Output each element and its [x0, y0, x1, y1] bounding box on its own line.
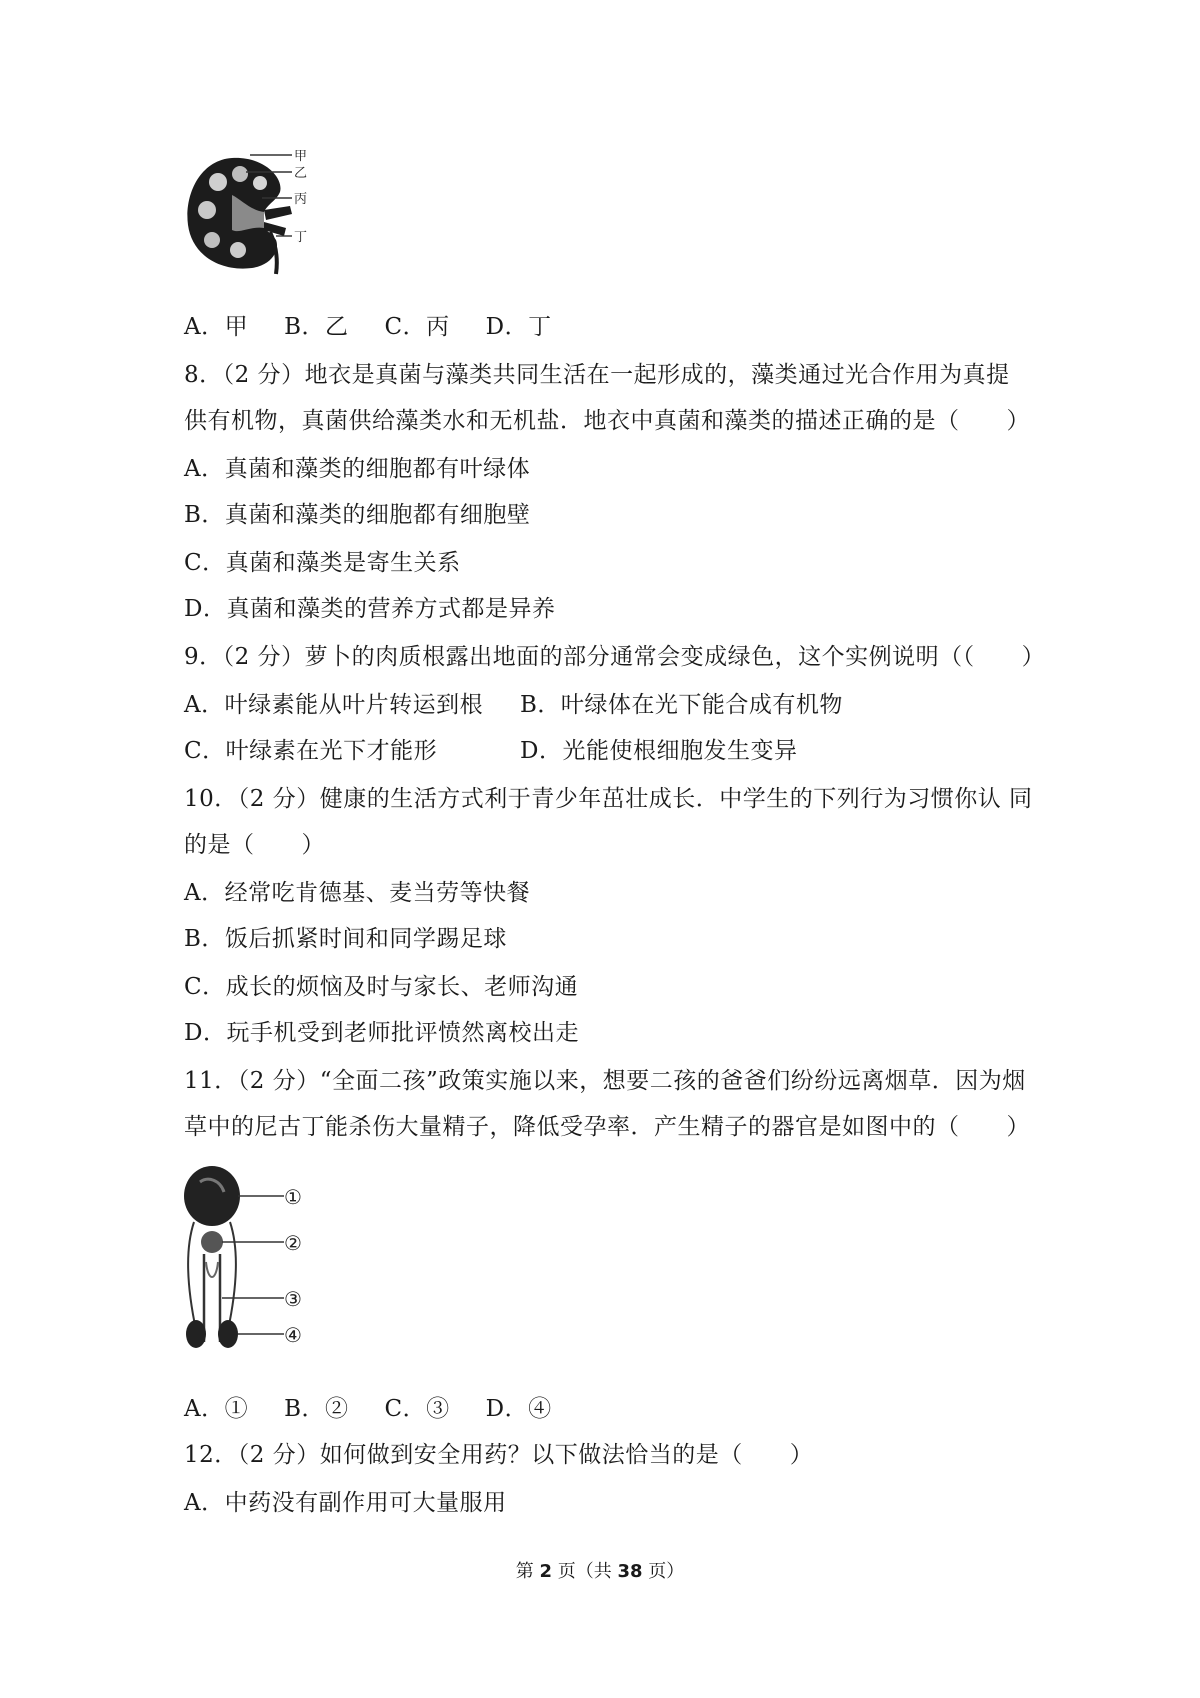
q11-option-c[interactable]: C．③: [384, 1396, 450, 1422]
q9-options-row2: [184, 736, 797, 766]
kidney-label-jia: 甲: [294, 150, 308, 164]
figure-label-1: ①: [284, 1185, 302, 1209]
q10-option-c[interactable]: C．成长的烦恼及时与家长、老师沟通: [184, 974, 579, 1000]
q9-option-d[interactable]: D．光能使根细胞发生变异: [520, 738, 798, 764]
q8-stem-line1: 8．（2 分）地衣是真菌与藻类共同生活在一起形成的，藻类通过光合作用为真提: [184, 362, 1010, 388]
figure-label-3: ③: [284, 1287, 302, 1311]
kidney-label-ding: 丁: [294, 230, 308, 245]
q7-option-a[interactable]: A．甲: [184, 314, 249, 340]
kidney-label-bing: 丙: [294, 192, 308, 207]
q10-stem-line2: 的是（ ）: [184, 832, 325, 858]
q12-option-a[interactable]: A．中药没有副作用可大量服用: [184, 1490, 507, 1516]
q10-option-b[interactable]: B．饭后抓紧时间和同学踢足球: [184, 926, 507, 952]
kidney-diagram: [180, 150, 340, 275]
footer-prefix: 第: [515, 1561, 534, 1582]
footer-suffix: 页）: [648, 1561, 685, 1582]
footer-page-number: 2: [539, 1561, 552, 1582]
q8-option-a[interactable]: A．真菌和藻类的细胞都有叶绿体: [184, 456, 531, 482]
page-footer: [0, 1560, 1200, 1584]
q10-option-a[interactable]: A．经常吃肯德基、麦当劳等快餐: [184, 880, 531, 906]
q9-option-a[interactable]: A．叶绿素能从叶片转运到根: [184, 692, 484, 718]
q9-stem: 9．（2 分）萝卜的肉质根露出地面的部分通常会变成绿色，这个实例说明（（ ）: [184, 644, 1046, 670]
q11-option-a[interactable]: A．①: [184, 1396, 249, 1422]
q10-option-d[interactable]: D．玩手机受到老师批评愤然离校出走: [184, 1020, 579, 1046]
q7-option-d[interactable]: D．丁: [485, 314, 552, 340]
q11-stem-line2: 草中的尼古丁能杀伤大量精子，降低受孕率．产生精子的器官是如图中的（ ）: [184, 1114, 1030, 1140]
q8-option-b[interactable]: B．真菌和藻类的细胞都有细胞壁: [184, 502, 531, 528]
q9-option-b[interactable]: B．叶绿体在光下能合成有机物: [520, 692, 843, 718]
q7-option-c[interactable]: C．丙: [384, 314, 450, 340]
reproductive-system-diagram: [180, 1162, 320, 1362]
q8-option-c[interactable]: C．真菌和藻类是寄生关系: [184, 550, 461, 576]
footer-middle: 页（共: [557, 1561, 612, 1582]
q9-option-c[interactable]: C．叶绿素在光下才能形: [184, 738, 438, 764]
q8-option-d[interactable]: D．真菌和藻类的营养方式都是异养: [184, 596, 556, 622]
figure-label-4: ④: [284, 1323, 302, 1347]
figure-label-2: ②: [284, 1231, 302, 1255]
q11-option-d[interactable]: D．④: [485, 1396, 552, 1422]
q9-options-row1: [184, 690, 843, 720]
q11-option-b[interactable]: B．②: [284, 1396, 349, 1422]
q10-stem-line1: 10．（2 分）健康的生活方式利于青少年茁壮成长．中学生的下列行为习惯你认 同: [184, 786, 1033, 812]
footer-total-pages: 38: [617, 1561, 643, 1582]
q12-stem: 12．（2 分）如何做到安全用药？以下做法恰当的是（ ）: [184, 1442, 814, 1468]
q11-stem-line1: 11．（2 分）“全面二孩”政策实施以来，想要二孩的爸爸们纷纷远离烟草．因为烟: [184, 1068, 1026, 1094]
kidney-label-yi: 乙: [294, 166, 308, 181]
q8-stem-line2: 供有机物，真菌供给藻类水和无机盐．地衣中真菌和藻类的描述正确的是（ ）: [184, 408, 1030, 434]
q7-option-b[interactable]: B．乙: [284, 314, 349, 340]
q11-options: [184, 1394, 552, 1424]
q7-options: [184, 312, 552, 342]
